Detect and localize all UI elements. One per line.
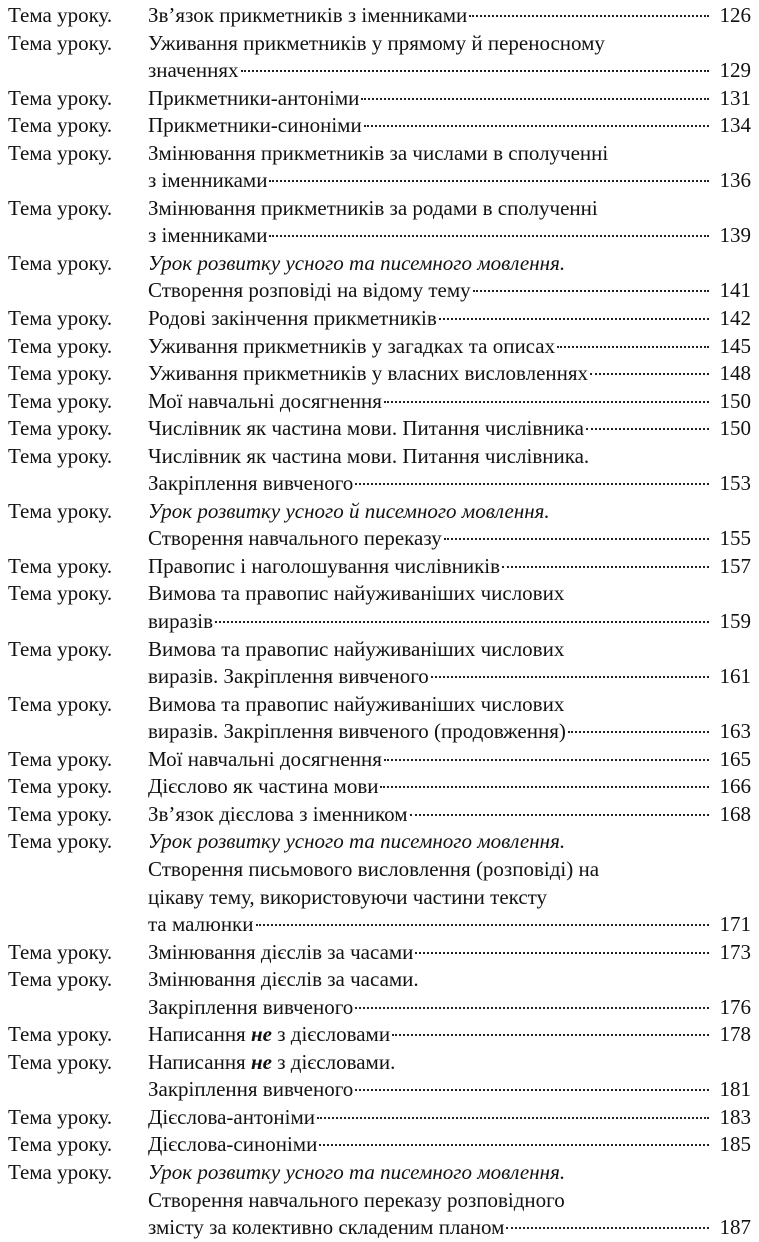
toc-entry	[8, 1021, 751, 1049]
title-segment: Вимова та правопис найуживаніших числових	[148, 691, 565, 716]
title-text	[148, 333, 555, 361]
title-segment: Урок розвитку усного й писемного мовлення.	[148, 498, 550, 523]
lesson-title	[148, 498, 751, 553]
title-line	[148, 57, 751, 85]
lesson-title	[148, 1049, 751, 1104]
lesson-label: Тема уроку.	[8, 581, 113, 606]
toc-entry	[8, 636, 751, 691]
title-text	[148, 2, 467, 30]
dot-leader	[269, 180, 709, 182]
toc-entry	[8, 250, 751, 305]
title-line	[148, 222, 751, 250]
title-line	[148, 415, 751, 443]
page-number: 145	[719, 333, 751, 358]
toc-entry	[8, 498, 751, 553]
title-segment: Прикметники-синоніми	[148, 113, 362, 138]
dot-leader	[355, 1007, 709, 1009]
page-number: 166	[719, 774, 751, 799]
title-text	[148, 718, 566, 746]
title-line	[148, 663, 751, 691]
title-line	[148, 140, 751, 168]
title-line	[148, 360, 751, 388]
title-segment: Правопис і наголошування числівників	[148, 553, 501, 578]
lesson-title	[148, 250, 751, 305]
lesson-title	[148, 1104, 751, 1132]
lesson-title	[148, 2, 751, 30]
lesson-title	[148, 360, 751, 388]
lesson-label: Тема уроку.	[8, 967, 113, 992]
title-line	[148, 277, 751, 305]
toc-entry	[8, 360, 751, 388]
toc-entry	[8, 333, 751, 361]
title-line	[148, 1104, 751, 1132]
dot-leader	[590, 373, 709, 375]
dot-leader	[319, 1144, 709, 1146]
page-number: 142	[719, 306, 751, 331]
title-text	[148, 388, 382, 416]
title-line	[148, 195, 751, 223]
lesson-title	[148, 828, 751, 938]
title-text	[148, 911, 254, 939]
title-line	[148, 580, 751, 608]
lesson-title	[148, 195, 751, 250]
toc-entry	[8, 1131, 751, 1159]
title-line	[148, 167, 751, 195]
title-text	[148, 112, 362, 140]
lesson-title	[148, 966, 751, 1021]
title-line	[148, 636, 751, 664]
lesson-label: Тема уроку.	[8, 361, 113, 386]
table-of-contents	[8, 2, 751, 1242]
dot-leader	[317, 1117, 709, 1119]
lesson-label: Тема уроку.	[8, 691, 113, 716]
lesson-title	[148, 580, 751, 635]
title-segment: Змінювання дієслів за часами	[148, 939, 414, 964]
page-number: 126	[719, 3, 751, 27]
title-segment: Закріплення вивченого	[148, 994, 354, 1019]
page-number: 153	[719, 471, 751, 496]
title-line	[148, 1049, 751, 1077]
title-line	[148, 994, 751, 1022]
title-text	[148, 1104, 315, 1132]
title-line	[148, 773, 751, 801]
title-text	[148, 277, 471, 305]
dot-leader	[380, 786, 709, 788]
toc-entry	[8, 1159, 751, 1242]
title-line	[148, 828, 751, 856]
dot-leader	[506, 1227, 709, 1229]
toc-entry	[8, 195, 751, 250]
title-text	[148, 994, 353, 1022]
toc-entry	[8, 966, 751, 1021]
dot-leader	[269, 235, 709, 237]
toc-entry	[8, 828, 751, 938]
page-number: 148	[719, 361, 751, 386]
title-segment: Урок розвитку усного та писемного мовлення.	[148, 250, 566, 275]
title-text	[148, 525, 442, 553]
page-number: 150	[719, 416, 751, 441]
title-line	[148, 1131, 751, 1159]
title-segment: Мої навчальні досягнення	[148, 388, 382, 413]
title-segment: та малюнки	[148, 912, 254, 937]
title-line	[148, 884, 751, 912]
title-segment: Змінювання прикметників за числами в сполученні	[148, 140, 609, 165]
lesson-label: Тема уроку.	[8, 939, 113, 964]
title-segment: Створення розповіді на відому тему	[148, 278, 471, 303]
toc-entry	[8, 1049, 751, 1104]
lesson-title	[148, 939, 751, 967]
title-segment: Написання	[148, 1022, 251, 1047]
lesson-title	[148, 140, 751, 195]
toc-entry	[8, 85, 751, 113]
title-text	[148, 553, 500, 581]
lesson-label: Тема уроку.	[8, 636, 113, 661]
page-number: 161	[719, 664, 751, 689]
lesson-title	[148, 1159, 751, 1242]
lesson-label: Тема уроку.	[8, 388, 113, 413]
lesson-title	[148, 636, 751, 691]
title-segment: Змінювання прикметників за родами в сполученні	[148, 195, 598, 220]
title-text	[148, 470, 353, 498]
title-line	[148, 718, 751, 746]
title-segment: Дієслова-антоніми	[148, 1104, 315, 1129]
page-number: 187	[719, 1215, 751, 1240]
toc-entry	[8, 140, 751, 195]
title-line	[148, 305, 751, 333]
dot-leader	[473, 290, 709, 292]
dot-leader	[568, 731, 709, 733]
lesson-label: Тема уроку.	[8, 1022, 113, 1047]
title-segment: Мої навчальні досягнення	[148, 746, 382, 771]
title-line	[148, 525, 751, 553]
toc-entry	[8, 553, 751, 581]
lesson-title	[148, 388, 751, 416]
dot-leader	[215, 621, 709, 623]
title-line	[148, 2, 751, 30]
title-text	[148, 1214, 504, 1242]
lesson-label: Тема уроку.	[8, 774, 113, 799]
title-segment: Написання	[148, 1049, 251, 1074]
page-number: 159	[719, 609, 751, 634]
title-line	[148, 553, 751, 581]
toc-entry	[8, 30, 751, 85]
dot-leader	[410, 814, 710, 816]
lesson-label: Тема уроку.	[8, 195, 113, 220]
dot-leader	[557, 346, 709, 348]
lesson-label: Тема уроку.	[8, 829, 113, 854]
dot-leader	[502, 566, 709, 568]
lesson-label: Тема уроку.	[8, 30, 113, 55]
title-segment: Урок розвитку усного та писемного мовлення.	[148, 1159, 566, 1184]
title-segment: Закріплення вивченого	[148, 1077, 354, 1102]
lesson-title	[148, 85, 751, 113]
title-segment: змісту за колективно складеним планом	[148, 1215, 505, 1240]
title-segment: Створення навчального переказу	[148, 526, 442, 551]
lesson-title	[148, 415, 751, 443]
title-line	[148, 30, 751, 58]
title-segment: з іменниками	[148, 223, 268, 248]
title-line	[148, 498, 751, 526]
page-number: 165	[719, 746, 751, 771]
title-text	[148, 801, 408, 829]
title-line	[148, 691, 751, 719]
title-segment: виразів. Закріплення вивченого (продовження)	[148, 719, 566, 744]
lesson-label: Тема уроку.	[8, 443, 113, 468]
lesson-label: Тема уроку.	[8, 1159, 113, 1184]
lesson-title	[148, 801, 751, 829]
title-text	[148, 85, 359, 113]
title-segment: з дієсловами	[271, 1022, 391, 1047]
lesson-title	[148, 112, 751, 140]
title-segment: Зв’язок прикметників з іменниками	[148, 3, 468, 27]
title-segment: Уживання прикметників у прямому й переносному	[148, 30, 605, 55]
lesson-label: Тема уроку.	[8, 416, 113, 441]
dot-leader	[364, 125, 709, 127]
title-line	[148, 470, 751, 498]
title-line	[148, 1187, 751, 1215]
title-segment: Прикметники-антоніми	[148, 85, 360, 110]
page-number: 139	[719, 223, 751, 248]
page-number: 129	[719, 58, 751, 83]
toc-entry	[8, 939, 751, 967]
lesson-title	[148, 333, 751, 361]
title-line	[148, 801, 751, 829]
title-line	[148, 608, 751, 636]
title-line	[148, 112, 751, 140]
title-segment: виразів	[148, 609, 214, 634]
toc-entry	[8, 2, 751, 30]
title-segment: Дієслово як частина мови	[148, 774, 379, 799]
dot-leader	[355, 483, 709, 485]
title-segment: Уживання прикметників у загадках та описах	[148, 333, 556, 358]
page-number: 134	[719, 113, 751, 138]
toc-entry	[8, 415, 751, 443]
lesson-title	[148, 773, 751, 801]
title-text	[148, 773, 378, 801]
title-segment: Числівник як частина мови. Питання числівника.	[148, 443, 590, 468]
lesson-title	[148, 1021, 751, 1049]
title-line	[148, 746, 751, 774]
dot-leader	[444, 538, 709, 540]
lesson-label: Тема уроку.	[8, 553, 113, 578]
title-segment: Змінювання дієслів за часами.	[148, 967, 419, 992]
page-number: 173	[719, 939, 751, 964]
title-segment: з дієсловами.	[271, 1049, 396, 1074]
title-text	[148, 222, 267, 250]
dot-leader	[384, 759, 709, 761]
title-segment: цікаву тему, використовуючи частини тексту	[148, 884, 548, 909]
toc-entry	[8, 801, 751, 829]
title-text	[148, 57, 239, 85]
title-line	[148, 1214, 751, 1242]
title-segment: Дієслова-синоніми	[148, 1132, 318, 1157]
toc-entry	[8, 691, 751, 746]
toc-entry	[8, 112, 751, 140]
lesson-title	[148, 553, 751, 581]
lesson-label: Тема уроку.	[8, 3, 113, 27]
page-number: 155	[719, 526, 751, 551]
lesson-title	[148, 746, 751, 774]
title-text	[148, 360, 588, 388]
toc-entry	[8, 388, 751, 416]
title-text	[148, 1131, 317, 1159]
title-text	[148, 305, 437, 333]
lesson-title	[148, 443, 751, 498]
title-segment: Родові закінчення прикметників	[148, 306, 437, 331]
title-segment: з іменниками	[148, 168, 268, 193]
dot-leader	[361, 98, 709, 100]
title-segment: Зв’язок дієслова з іменником	[148, 801, 408, 826]
lesson-title	[148, 305, 751, 333]
page-number: 157	[719, 553, 751, 578]
title-segment: Вимова та правопис найуживаніших числових	[148, 636, 565, 661]
title-line	[148, 966, 751, 994]
title-line	[148, 911, 751, 939]
lesson-label: Тема уроку.	[8, 801, 113, 826]
lesson-label: Тема уроку.	[8, 1049, 113, 1074]
page-number: 171	[719, 912, 751, 937]
title-segment: Створення письмового висловлення (розповіді) на	[148, 856, 600, 881]
lesson-title	[148, 1131, 751, 1159]
dot-leader	[384, 401, 709, 403]
lesson-title	[148, 691, 751, 746]
lesson-label: Тема уроку.	[8, 1104, 113, 1129]
page-number: 168	[719, 801, 751, 826]
toc-entry	[8, 580, 751, 635]
dot-leader	[415, 952, 709, 954]
toc-entry	[8, 773, 751, 801]
lesson-label: Тема уроку.	[8, 113, 113, 138]
page-number: 136	[719, 168, 751, 193]
lesson-label: Тема уроку.	[8, 1132, 113, 1157]
page-number: 176	[719, 994, 751, 1019]
title-segment: значеннях	[148, 58, 239, 83]
emphasized-word: не	[250, 1022, 272, 1047]
dot-leader	[431, 676, 709, 678]
dot-leader	[439, 318, 709, 320]
page-number: 131	[719, 85, 751, 110]
lesson-label: Тема уроку.	[8, 250, 113, 275]
page-number: 141	[719, 278, 751, 303]
title-line	[148, 85, 751, 113]
title-line	[148, 939, 751, 967]
title-segment: Створення навчального переказу розповідного	[148, 1187, 565, 1212]
title-text	[148, 663, 429, 691]
dot-leader	[256, 924, 709, 926]
dot-leader	[355, 1089, 709, 1091]
title-text	[148, 1021, 390, 1049]
toc-entry	[8, 1104, 751, 1132]
toc-entry	[8, 305, 751, 333]
title-line	[148, 250, 751, 278]
title-line	[148, 1159, 751, 1187]
title-line	[148, 856, 751, 884]
title-line	[148, 388, 751, 416]
title-segment: Числівник як частина мови. Питання числівника	[148, 416, 584, 441]
dot-leader	[241, 70, 709, 72]
title-line	[148, 443, 751, 471]
title-line	[148, 333, 751, 361]
title-text	[148, 167, 267, 195]
page-number: 183	[719, 1104, 751, 1129]
dot-leader	[392, 1034, 709, 1036]
lesson-label: Тема уроку.	[8, 333, 113, 358]
toc-entry	[8, 443, 751, 498]
title-line	[148, 1076, 751, 1104]
dot-leader	[586, 428, 709, 430]
lesson-label: Тема уроку.	[8, 85, 113, 110]
lesson-title	[148, 30, 751, 85]
title-line	[148, 1021, 751, 1049]
title-text	[148, 1076, 353, 1104]
page-number: 163	[719, 719, 751, 744]
title-text	[148, 608, 213, 636]
dot-leader	[469, 15, 709, 17]
emphasized-word: не	[250, 1049, 272, 1074]
title-text	[148, 415, 584, 443]
title-text	[148, 746, 382, 774]
lesson-label: Тема уроку.	[8, 498, 113, 523]
lesson-label: Тема уроку.	[8, 746, 113, 771]
title-text	[148, 939, 413, 967]
title-segment: виразів. Закріплення вивченого	[148, 664, 429, 689]
title-segment: Уживання прикметників у власних висловленнях	[148, 361, 589, 386]
page-number: 178	[719, 1022, 751, 1047]
title-segment: Вимова та правопис найуживаніших числових	[148, 581, 565, 606]
title-segment: Урок розвитку усного та писемного мовлення.	[148, 829, 566, 854]
lesson-label: Тема уроку.	[8, 140, 113, 165]
page-number: 185	[719, 1132, 751, 1157]
page-number: 181	[719, 1077, 751, 1102]
page-number: 150	[719, 388, 751, 413]
toc-entry	[8, 746, 751, 774]
lesson-label: Тема уроку.	[8, 306, 113, 331]
title-segment: Закріплення вивченого	[148, 471, 354, 496]
